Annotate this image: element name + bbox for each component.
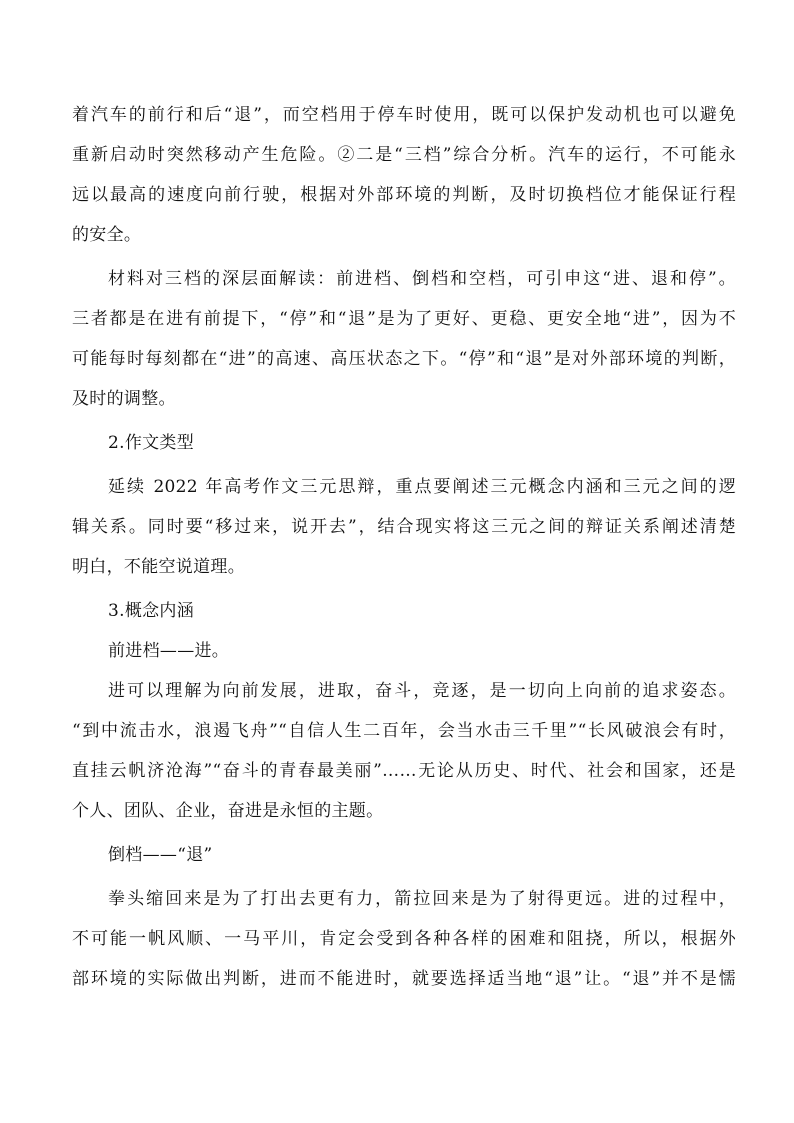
text-line: 及时的调整。 [72,389,176,409]
subheading-reverse-gear: 倒档——“退” [108,845,213,865]
text-line: 可能每时每刻都在“进”的高速、高压状态之下。“停”和“退”是对外部环境的判断， [72,349,736,369]
text-line: 三者都是在进有前提下，“停”和“退”是为了更好、更稳、更安全地“进”，因为不 [72,309,736,329]
text-line: 部环境的实际做出判断，进而不能进时，就要选择适当地“退”让。“退”并不是懦 [72,969,736,989]
text-line: 个人、团队、企业，奋进是永恒的主题。 [72,801,384,821]
text-line: 辑关系。同时要“移过来，说开去”，结合现实将这三元之间的辩证关系阐述清楚 [72,517,736,537]
paragraph-forward [72,671,736,831]
section-heading-essay-type: 2.作文类型 [108,433,195,453]
subheading-forward-gear: 前进档——进。 [108,641,230,661]
paragraph-reverse [72,879,736,999]
text-line: 不可能一帆风顺、一马平川，肯定会受到各种各样的困难和阻挠，所以，根据外 [72,929,736,949]
text-line: 直挂云帆济沧海”“奋斗的青春最美丽”……无论从历史、时代、社会和国家，还是 [72,761,736,781]
text-line: 着汽车的前行和后“退”，而空档用于停车时使用，既可以保护发动机也可以避免 [72,105,736,125]
text-line: 拳头缩回来是为了打出去更有力，箭拉回来是为了射得更远。进的过程中， [108,889,736,909]
text-line: 材料对三档的深层面解读：前进档、倒档和空档，可引申这“进、退和停”。 [108,269,736,289]
paragraph-essay-type [72,467,736,587]
paragraph-gear-explanation [72,95,736,255]
text-line: 重新启动时突然移动产生危险。②二是“三档”综合分析。汽车的运行，不可能永 [72,145,736,165]
text-line: 的安全。 [72,225,142,245]
paragraph-deep-reading [72,259,736,419]
document-body [72,95,736,999]
text-line: 明白，不能空说道理。 [72,557,245,577]
section-heading-concept: 3.概念内涵 [108,601,195,621]
text-line: 远以最高的速度向前行驶，根据对外部环境的判断，及时切换档位才能保证行程 [72,185,736,205]
text-line: 进可以理解为向前发展，进取，奋斗，竞逐，是一切向上向前的追求姿态。 [108,681,736,701]
text-line: 延续 2022 年高考作文三元思辩，重点要阐述三元概念内涵和三元之间的逻 [108,477,736,497]
text-line: “到中流击水，浪遏飞舟”“自信人生二百年，会当水击三千里”“长风破浪会有时， [72,721,736,741]
